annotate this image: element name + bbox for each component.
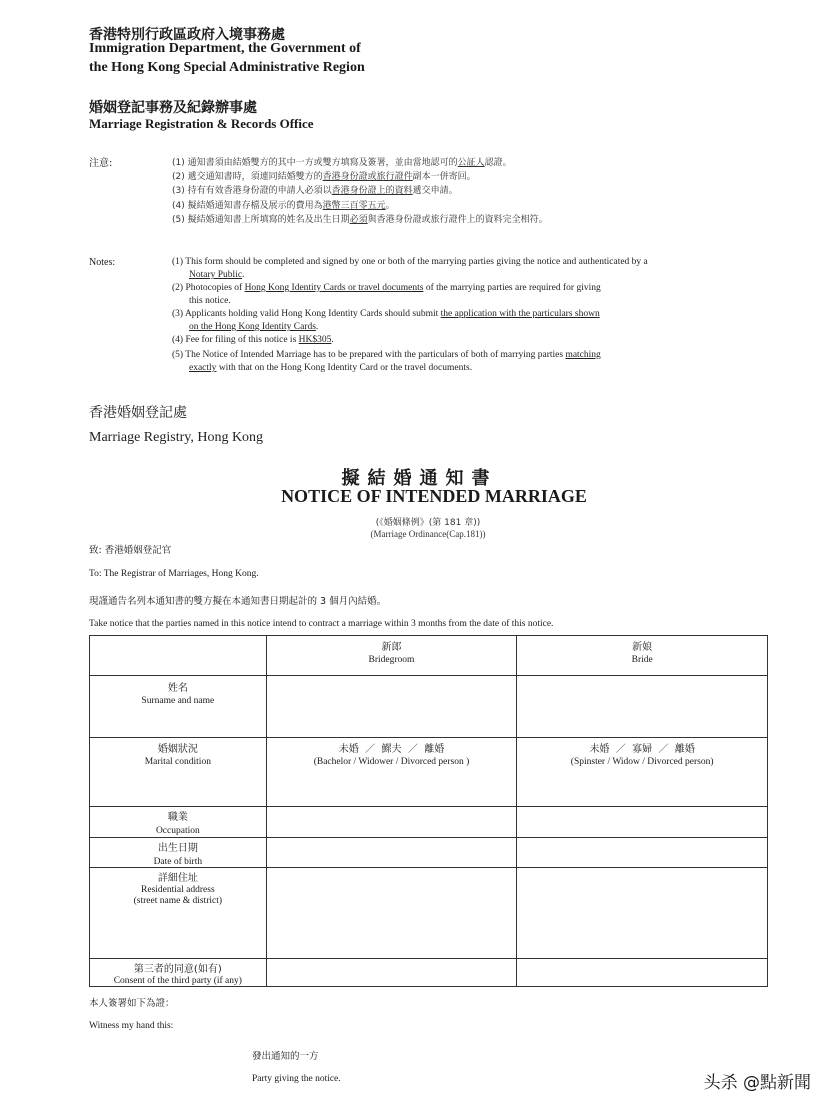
marriage-notice-table — [89, 635, 768, 987]
registry-name-zh: 香港婚姻登記處 — [89, 405, 187, 421]
marital-row — [90, 738, 768, 807]
surname-row — [90, 676, 768, 738]
note-en-1-cont: Notary Public. — [189, 270, 245, 280]
bridegroom-address-field[interactable] — [266, 868, 517, 959]
bridegroom-surname-field[interactable] — [266, 676, 517, 738]
party-giving-zh: 發出通知的一方 — [252, 1051, 319, 1062]
address-row — [90, 868, 768, 959]
note-en-2: (2) Photocopies of Hong Kong Identity Cards or travel documents of the marrying parties are required for giving — [172, 283, 601, 293]
note-zh-1: (1) 通知書須由結婚雙方的其中一方或雙方填寫及簽署，並由當地認可的公証人認證。 — [172, 158, 512, 168]
note-en-1: (1) This form should be completed and signed by one or both of the marrying parties giving the notice and authenticated by a — [172, 257, 648, 267]
dob-row — [90, 838, 768, 868]
witness-en: Witness my hand this: — [89, 1021, 174, 1031]
bridegroom-consent-field[interactable] — [266, 959, 517, 987]
header-empty-cell — [90, 636, 267, 676]
dob-label: 出生日期 Date of birth — [90, 838, 267, 868]
department-name-en-line1: Immigration Department, the Government of — [89, 41, 361, 56]
take-notice-zh: 現謹通告名列本通知書的雙方擬在本通知書日期起計的 3 個月內結婚。 — [89, 596, 387, 607]
form-title-en: NOTICE OF INTENDED MARRIAGE — [281, 486, 587, 506]
bride-marital-field[interactable]: 未婚 ／ 寡婦 ／ 離婚 (Spinster / Widow / Divorced person) — [517, 738, 768, 807]
marital-label: 婚姻狀況 Marital condition — [90, 738, 267, 807]
table-header-row — [90, 636, 768, 676]
notes-en-label: Notes: — [89, 257, 116, 268]
ordinance-zh: (《婚姻條例》(第 181 章)) — [375, 518, 481, 528]
bride-address-field[interactable] — [517, 868, 768, 959]
ordinance-en: (Marriage Ordinance(Cap.181)) — [370, 529, 486, 539]
to-line-zh: 致: 香港婚姻登記官 — [89, 545, 172, 556]
to-line-en: To: The Registrar of Marriages, Hong Kong. — [89, 569, 259, 579]
bride-surname-field[interactable] — [517, 676, 768, 738]
note-en-3-cont: on the Hong Kong Identity Cards. — [189, 322, 319, 332]
office-name-en: Marriage Registration & Records Office — [89, 116, 314, 131]
department-name-zh: 香港特別行政區政府入境事務處 — [89, 27, 285, 43]
note-en-4: (4) Fee for filing of this notice is HK$305. — [172, 335, 334, 345]
form-title-zh: 擬結婚通知書 — [341, 468, 498, 489]
surname-label: 姓名 Surname and name — [90, 676, 267, 738]
take-notice-en: Take notice that the parties named in this notice intend to contract a marriage within 3 months from the date of this notice. — [89, 619, 554, 629]
note-en-3: (3) Applicants holding valid Hong Kong Identity Cards should submit the application with the particulars shown — [172, 309, 600, 319]
bride-header: 新娘 Bride — [517, 636, 768, 676]
registry-name-en: Marriage Registry, Hong Kong — [89, 430, 264, 445]
watermark-text: 头杀 @點新聞 — [703, 1073, 811, 1093]
party-giving-en: Party giving the notice. — [252, 1074, 341, 1084]
note-en-5-cont: exactly with that on the Hong Kong Identity Card or the travel documents. — [189, 363, 473, 373]
bridegroom-dob-field[interactable] — [266, 838, 517, 868]
notes-zh-label: 注意: — [89, 158, 113, 169]
note-zh-5: (5) 擬結婚通知書上所填寫的姓名及出生日期必須與香港身份證或旅行證件上的資料完全相符。 — [172, 215, 548, 225]
occupation-label: 職業 Occupation — [90, 807, 267, 838]
department-name-en-line2: the Hong Kong Special Administrative Region — [89, 60, 365, 75]
consent-row — [90, 959, 768, 987]
bridegroom-header: 新郎 Bridegroom — [266, 636, 517, 676]
consent-label: 第三者的同意(如有) Consent of the third party (if any) — [90, 959, 267, 987]
occupation-row — [90, 807, 768, 838]
address-label: 詳細住址 Residential address (street name & district) — [90, 868, 267, 959]
note-zh-3: (3) 持有有效香港身份證的申請人必須以香港身份證上的資料遞交申請。 — [172, 186, 458, 196]
office-name-zh: 婚姻登記事務及紀錄辦事處 — [89, 100, 257, 116]
note-zh-2: (2) 遞交通知書時，須連同結婚雙方的香港身份證或旅行證件副本一併寄回。 — [172, 172, 476, 182]
bride-dob-field[interactable] — [517, 838, 768, 868]
note-en-2-cont: this notice. — [189, 296, 231, 306]
bride-consent-field[interactable] — [517, 959, 768, 987]
note-zh-4: (4) 擬結婚通知書存檔及展示的費用為港幣三百零五元。 — [172, 201, 395, 211]
note-en-5: (5) The Notice of Intended Marriage has to be prepared with the particulars of both of marrying parties matching — [172, 350, 601, 360]
bridegroom-marital-field[interactable]: 未婚 ／ 鰥夫 ／ 離婚 (Bachelor / Widower / Divorced person ) — [266, 738, 517, 807]
bride-occupation-field[interactable] — [517, 807, 768, 838]
witness-zh: 本人簽署如下為證： — [89, 998, 175, 1009]
bridegroom-occupation-field[interactable] — [266, 807, 517, 838]
